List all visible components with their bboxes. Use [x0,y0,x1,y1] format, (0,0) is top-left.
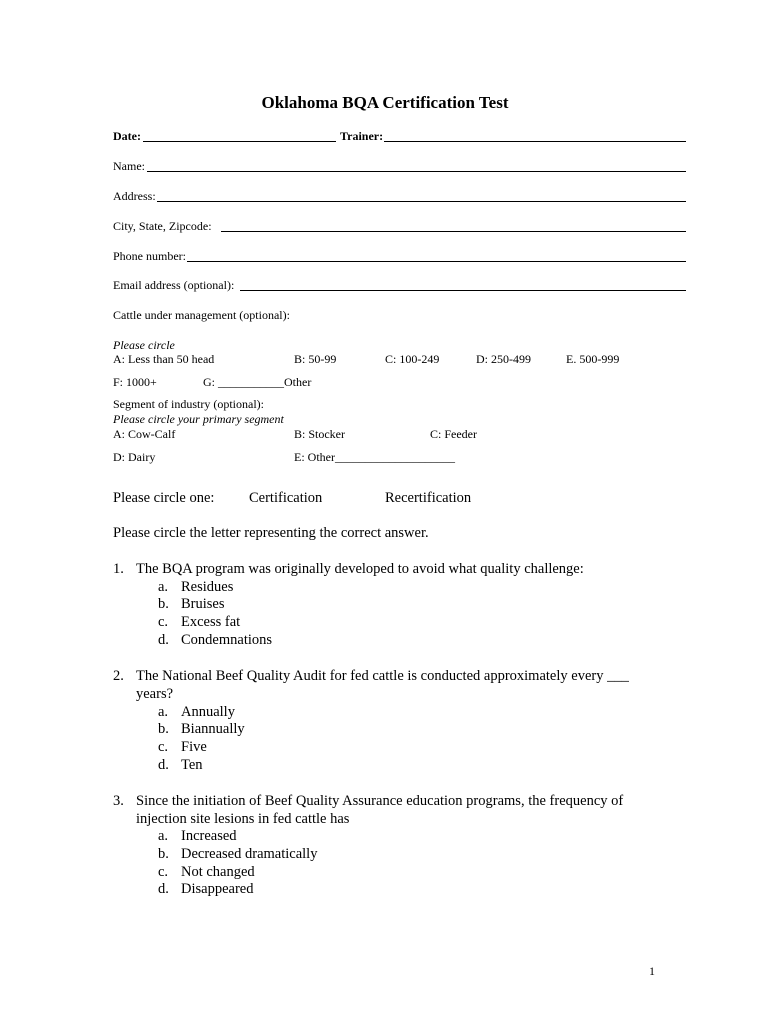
q2-answer-c[interactable]: Five [181,739,207,755]
question-2-text-line2: years? [136,686,174,702]
q3-answer-b-letter[interactable]: b. [158,846,169,862]
circle-one-label: Please circle one: [113,490,215,506]
instruction-text: Please circle the letter representing the correct answer. [113,525,429,541]
q2-answer-a-letter[interactable]: a. [158,704,169,720]
cattle-hint: Please circle [113,338,175,352]
name-label: Name: [113,159,145,173]
question-1-text: The BQA program was originally developed to avoid what quality challenge: [136,561,584,577]
question-2-text-line1: The National Beef Quality Audit for fed cattle is conducted approximately every ___ [136,668,629,684]
segment-hint: Please circle your primary segment [113,412,284,426]
question-3-number: 3. [113,793,124,809]
q3-answer-b[interactable]: Decreased dramatically [181,846,318,862]
page-title: Oklahoma BQA Certification Test [261,93,509,112]
q3-answer-c[interactable]: Not changed [181,864,255,880]
certification-option[interactable]: Certification [249,490,323,506]
q3-answer-d-letter[interactable]: d. [158,881,169,897]
q1-answer-c-letter[interactable]: c. [158,614,169,630]
segment-option-d[interactable]: D: Dairy [113,450,156,464]
q1-answer-a[interactable]: Residues [181,579,234,595]
cattle-option-b[interactable]: B: 50-99 [294,352,337,366]
cattle-option-c[interactable]: C: 100-249 [385,352,440,366]
q1-answer-d[interactable]: Condemnations [181,632,273,648]
question-2-number: 2. [113,668,124,684]
city-state-zip-field[interactable] [221,231,686,232]
cattle-option-e[interactable]: E. 500-999 [566,352,620,366]
q2-answer-d-letter[interactable]: d. [158,757,169,773]
cattle-option-a[interactable]: A: Less than 50 head [113,352,215,366]
recertification-option[interactable]: Recertification [385,490,472,506]
q1-answer-a-letter[interactable]: a. [158,579,169,595]
q3-answer-c-letter[interactable]: c. [158,864,169,880]
trainer-field[interactable] [384,141,686,142]
question-3-text-line2: injection site lesions in fed cattle has [136,811,350,827]
q1-answer-b[interactable]: Bruises [181,596,225,612]
q2-answer-b-letter[interactable]: b. [158,721,169,737]
q3-answer-a[interactable]: Increased [181,828,237,844]
cattle-label: Cattle under management (optional): [113,308,290,322]
q2-answer-d[interactable]: Ten [181,757,203,773]
segment-option-b[interactable]: B: Stocker [294,427,345,441]
address-field[interactable] [157,201,686,202]
date-label: Date: [113,129,141,143]
phone-field[interactable] [187,261,686,262]
cattle-option-d[interactable]: D: 250-499 [476,352,531,366]
name-field[interactable] [147,171,686,172]
q2-answer-b[interactable]: Biannually [181,721,245,737]
segment-option-c[interactable]: C: Feeder [430,427,477,441]
phone-label: Phone number: [113,249,186,263]
segment-option-a[interactable]: A: Cow-Calf [113,427,176,441]
address-label: Address: [113,189,156,203]
q3-answer-d[interactable]: Disappeared [181,881,254,897]
question-1-number: 1. [113,561,124,577]
email-label: Email address (optional): [113,278,235,292]
cattle-option-f[interactable]: F: 1000+ [113,375,157,389]
q2-answer-a[interactable]: Annually [181,704,235,720]
page-number: 1 [649,964,655,978]
city-state-zip-label: City, State, Zipcode: [113,219,212,233]
trainer-label: Trainer: [340,129,384,143]
q1-answer-c[interactable]: Excess fat [181,614,241,630]
date-field[interactable] [143,141,336,142]
segment-option-e[interactable]: E: Other____________________ [294,450,455,464]
question-3-text-line1: Since the initiation of Beef Quality Assurance education programs, the frequency of [136,793,624,809]
cattle-option-g[interactable]: G: ___________Other [203,375,312,389]
q1-answer-d-letter[interactable]: d. [158,632,169,648]
q2-answer-c-letter[interactable]: c. [158,739,169,755]
segment-label: Segment of industry (optional): [113,397,264,411]
q1-answer-b-letter[interactable]: b. [158,596,169,612]
email-field[interactable] [240,290,686,291]
q3-answer-a-letter[interactable]: a. [158,828,169,844]
